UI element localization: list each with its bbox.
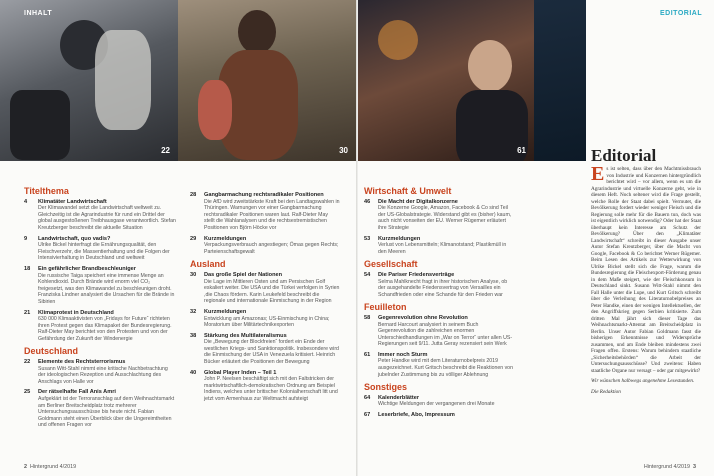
toc-entry-title: Kurzmeldungen (204, 308, 247, 315)
toc-entry[interactable] (364, 315, 516, 348)
toc-entry-title: Die Pariser Friedensverträge (378, 271, 455, 278)
toc-entry-description: Die Lage im Mittleren Osten und am Persischen Golf eskaliert weiter. Die USA und die Türkei verfolgen in Syrien ,die Chaos fördern. Karin Leukefeld beschreibt die regionale und internationale Einmischung in der Region (204, 278, 340, 305)
toc-entry-title: Kurzmeldungen (378, 235, 421, 242)
toc-page-number: 67 (364, 412, 371, 419)
photo-page-number: 30 (339, 146, 348, 155)
toc-entry[interactable] (190, 333, 340, 366)
toc-page-number: 53 (364, 235, 371, 242)
toc-entry-title: Klimatäter Landwirtschaft (38, 198, 107, 205)
toc-entry-description: Die „Bewegung der Blockfreien“ fordert ein Ende der westlichen Kriegs- und Sanktionspolitik. Insbesondere wird die Einmischung der USA in Venezuela kritisiert. Heinrich Bücker erläutert die Positionen der Bewegung (204, 339, 339, 366)
toc-entry-title: Kurzmeldungen (204, 235, 247, 242)
toc-entry[interactable] (24, 236, 176, 262)
toc-entry[interactable] (190, 309, 340, 329)
toc-entry-description: Bernard Harcourt analysiert in seinem Buch Gegenrevolution die zahlreichen enormen Unterschiedhandlungen im „War on Terror“ unter allen US-Regierungen seit 9/11. Jutta Geray rezensiert sein Werk (378, 321, 513, 348)
section-heading: Sonstiges (364, 382, 408, 393)
photo-page-number: 61 (517, 146, 526, 155)
photo-woman-child (178, 0, 356, 161)
section-heading: Feuilleton (364, 302, 407, 313)
toc-entry-description: Wichtige Meldungen der vergangenen drei Monate (378, 401, 495, 408)
toc-page-number: 29 (190, 235, 197, 242)
toc-page-number: 21 (24, 309, 31, 316)
page-number-left: 2 (24, 464, 27, 470)
editorial-closing: Wir wünschen halbwegs angenehme Lesestunden. (591, 378, 695, 384)
toc-entry[interactable] (190, 370, 340, 403)
editorial-body (591, 163, 701, 395)
toc-page-number: 61 (364, 351, 371, 358)
page-number-right: 3 (693, 464, 696, 470)
toc-page-number: 4 (24, 198, 28, 205)
footer-right (644, 464, 696, 470)
toc-page-number: 58 (364, 314, 371, 321)
toc-entry[interactable] (190, 272, 340, 305)
toc-entry-description: Ulrike Bickel hinterfragt die Ernährungsqualität, den Fleischverzehr, die Massentierhaltung und die Folgen der Intensivierhaltung in Deutschland und weltweit (38, 242, 170, 262)
toc-entry-title: Ein gefährlicher Brandbeschleuniger (38, 265, 136, 272)
toc-entry[interactable] (364, 199, 516, 232)
toc-page-number: 25 (24, 389, 31, 396)
toc-page-number: 32 (190, 308, 197, 315)
footer-right-text: Hintergrund 4/2019 (643, 464, 690, 470)
footer-left (24, 464, 76, 470)
toc-entry-description: 630 000 Klimaaktivisten von „Fridays for Future“ richteten ihren Protest gegen das Klimapaket der Bundesregierung. Ralf-Dieter May berichtet von den Protesten und von der Gefährdung der Zukunft der Windenergie (38, 316, 172, 342)
section-heading: Titelthema (24, 186, 69, 196)
toc-entry[interactable] (364, 272, 516, 298)
toc-entry[interactable] (24, 310, 176, 343)
toc-page-number: 38 (190, 332, 197, 339)
toc-entry-title: Das große Spiel der Nationen (204, 271, 283, 278)
toc-entry-description: Die russische Taiga speichert eine immense Menge an Kohlendioxid. Durch Brände wird enorm viel CO₂ freigesetzt, was den Klimawandel zu beschleunigen droht. Franziska Lindner analysiert die Ursachen für die Brände in Sibirien (38, 272, 175, 305)
toc-entry-title: Gangbarmachung rechtsradikaler Positionen (204, 192, 324, 198)
toc-entry-title: Immer noch Sturm (378, 351, 428, 358)
toc-entry-title: Elemente des Rechtsterrorismus (38, 359, 126, 366)
toc-entry-description: Susann Witt-Stahl nimmt eine kritische Nachbetrachtung der ideologischen Rezeption und Ausschlachtung des Anschlags von Halle vor (38, 365, 168, 385)
toc-entry[interactable] (190, 236, 340, 256)
toc-page-number: 40 (190, 369, 197, 376)
section-label-editorial: EDITORIAL (660, 10, 703, 17)
toc-entry-description: Peter Handke wird mit dem Literaturnobelpreis 2019 ausgezeichnet. Kurt Gritsch beschreibt die Reaktionen von jubelnder Zustimmung bis zu völliger Ablehnung (378, 358, 513, 378)
toc-entry[interactable] (364, 412, 516, 419)
toc-column-2 (190, 192, 340, 407)
footer-left-text: Hintergrund 4/2019 (30, 464, 77, 470)
toc-page-number: 28 (190, 192, 197, 198)
page-gutter (356, 0, 358, 476)
photo-page-number: 22 (161, 146, 170, 155)
section-label-inhalt: INHALT (24, 10, 53, 17)
toc-entry[interactable] (364, 395, 516, 408)
toc-entry[interactable] (24, 359, 176, 385)
toc-entry-description: Entwicklung am Amazonas; US-Einmischung in China; Moratorium über Militärtechnikexporten (204, 315, 330, 329)
editorial-title: Editorial (591, 146, 657, 165)
toc-entry[interactable] (190, 192, 340, 232)
toc-entry[interactable] (24, 389, 176, 429)
toc-entry-title: Global Player Inden – Teil 1 (204, 369, 277, 376)
section-heading: Ausland (190, 259, 226, 270)
toc-entry-title: Klimaprotest in Deutschland (38, 309, 114, 316)
toc-entry-description: Der Klimawandel setzt die Landwirtschaft weltweit zu. Gleichzeitig ist die Agrarindustrie für rund ein Drittel der global ausgestoßenen Treibhausgase verantwortlich. Stefan Kreutzberger beschreibt die aktuelle Situation (38, 205, 176, 231)
section-heading: Deutschland (24, 346, 79, 357)
toc-entry-title: Kalenderblätter (378, 394, 420, 401)
toc-page-number: 54 (364, 271, 371, 278)
drop-cap: E (591, 163, 605, 185)
toc-entry-description: Verlust von Lebensmitteln; Klimanotstand; Plastikmüll in den Meeren (378, 242, 507, 255)
toc-entry-description: Aufgeklärt ist der Terroranschlag auf dem Weihnachtsmarkt am Berliner Breitscheidplatz trotz mehrerer Untersuchungsausschüsse bis heute nicht. Fabian Goldmann steht einen Überblick über die Ungereimtheiten und offenen Fragen vor (38, 396, 175, 429)
photo-editorial-strip (534, 0, 714, 161)
toc-page-number: 18 (24, 265, 31, 272)
toc-entry-title: Die Macht der Digitalkonzerne (378, 198, 458, 205)
toc-page-number: 22 (24, 359, 31, 366)
toc-entry-description: John P. Neelsen beschäftigt sich mit den Faltstricken der marktwirtschaftlich-demokratischen Ordnung am Beispiel Indiens, welches unter britischer Kolonialherrschaft litt und jetzt vom Armenhaus zur Weltmacht aufsteigt (204, 376, 338, 403)
toc-entry-description: Verpackungsverbrauch angestiegen; Ömas gegen Rechts; Parteienschaftsgewalt (204, 242, 339, 255)
toc-entry-title: Landwirtschaft, quo vadis? (38, 235, 111, 242)
section-heading: Gesellschaft (364, 259, 418, 270)
toc-page-number: 46 (364, 198, 371, 205)
photo-handke (358, 0, 534, 161)
toc-entry-title: Stärkung des Multilateralismus (204, 332, 287, 339)
toc-page-number: 9 (24, 235, 28, 242)
toc-entry[interactable] (24, 266, 176, 306)
toc-entry-description: Die AfD wird zweitstärkste Kraft bei den Landtagswahlen in Thüringen. Warnungen vor einer Gangbarmachung rechtsradikaler Positionen waren laut. Ralf-Dieter May stellt die Wahlanalysen und die rechtsextremistischen Positionen von Björn Höcke vor (204, 198, 340, 231)
toc-page-number: 30 (190, 271, 197, 278)
toc-entry[interactable] (364, 352, 516, 378)
toc-entry-title: Der rätselhafte Fall Anis Amri (38, 389, 116, 396)
toc-entry[interactable] (24, 199, 176, 232)
editorial-text: s ist selten, dass über den Machtmissbrauch von Industrie und Konzernen hintergründlich berichtet wird – vor allem, wenn es um die Agrarindustrie und virtuelle Konzerne geht, wie in diesem Heft. Noch seltener wird die Frage gestellt, welche Rolle der Staat dabei spielt. Vermutet, die Bevölkerung fordert wieder weniger Fleisch und die Regierung solle mehr für die Bauern tun, doch was ist eigentlich wirklich notwendig? Oder hat der Staat überhaupt kein Interesse am Schutz der Bevölkerung? Über den „Klimatäter Landwirtschaft“ schreibt in dieser Ausgabe unser Autor Stefan Kreutzberger, über die Macht von Google, Facebook & Co berichtet Werner Rügemer. Beim Lesen des Artikels zur Wetterwirkung von Ulrike Bickel stellt sich die Frage, warum die Bundesregierung die Fleischexport-Förderung genau in dem Maße steigert, wie der Fleischkonsum in Deutschland sinkt. Susann Witt-Stahl nimmt den Fall Halle unter die Lupe, und Kurt Gritsch schreibt über die Verleihung des Literaturnobelpreises an Peter Handke, einen der wenigen Intellektuellen, der den Angriffskrieg gegen Serbien kritisierte. Zum dritten Mal jährt sich dieser Tage das Weihnachtsmarkt-Attentat am Breitscheidplatz in Berlin. Unser Autor Fabian Goldmann fasst die bisherigen Erkenntnisse und Widersprüche zusammen, und am Ende bleiben mindestens zwei Fragen offen. Erstens: Warum behindern staatliche „Sicherheitsbehörden“ die Arbeit der Untersuchungsausschüsse? Und zweitens: Haben staatliche Organe nur versagt – oder gar mitgewirkt? (591, 166, 701, 374)
photo-soldier (0, 0, 178, 161)
toc-entry-description: Selma Mahlknecht fragt in ihrer historischen Analyse, ob der ausgehandelte Friedensvertrag von Versailles ein Schandfrieden oder eine Schande für den Frieden war (378, 278, 508, 298)
toc-entry-title: Gegenrevolution ohne Revolution (378, 314, 468, 321)
toc-entry-title: Leserbriefe, Abo, Impressum (378, 412, 455, 419)
toc-entry[interactable] (364, 236, 516, 256)
editorial-signature: Die Redaktion (591, 388, 621, 395)
toc-page-number: 64 (364, 394, 371, 401)
toc-column-3 (364, 188, 516, 423)
toc-column-1 (24, 188, 176, 433)
section-heading: Wirtschaft & Umwelt (364, 186, 452, 196)
toc-entry-description: Die Konzerne Google, Amazon, Facebook & Co sind Teil der US-Globalstrategie. Widerstand gibt es (bisher) kaum, auch nicht vonseiten der EU. Werner Rügemer erläutert ihre Strategie (378, 205, 512, 231)
